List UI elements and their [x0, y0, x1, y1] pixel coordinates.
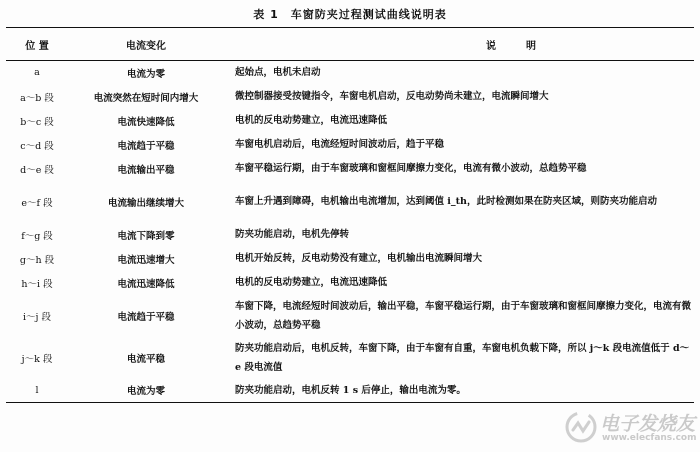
cell-current: 电流下降到零 — [117, 230, 175, 242]
cell-current: 电流平稳 — [126, 353, 165, 365]
cell-description: 电机的反电动势建立，电流迅速降低 — [235, 277, 388, 288]
table-row — [6, 85, 694, 109]
table-row — [6, 223, 694, 247]
cell-description: 防夹功能启动，电机先停转 — [235, 229, 350, 240]
cell-description: 微控制器接受按键指令，车窗电机启动，反电动势尚未建立，电流瞬间增大 — [235, 91, 549, 102]
cell-position: b～c 段 — [20, 116, 54, 128]
cell-description: 电机的反电动势建立，电流迅速降低 — [235, 115, 388, 126]
cell-current: 电流为零 — [126, 68, 165, 80]
cell-description: 起始点，电机未启动 — [235, 67, 321, 79]
cell-description: 车窗平稳运行期，由于车窗玻璃和窗框间摩擦力变化，电流有微小波动，总趋势平稳 — [235, 163, 587, 174]
header-current: 电流变化 — [126, 40, 166, 52]
table-row — [6, 181, 694, 223]
table-row — [6, 133, 694, 157]
cell-current: 电流迅速增大 — [117, 254, 175, 266]
cell-description: 车窗上升遇到障碍，电机输出电流增加，达到阈值 i_th，此时检测如果在防夹区域，则防夹功能启动 — [235, 196, 657, 207]
cell-position: i～j 段 — [22, 311, 51, 323]
cell-position: d～e 段 — [20, 164, 54, 176]
cell-position: a～b 段 — [20, 92, 54, 104]
table-row — [6, 295, 694, 337]
table-row — [6, 157, 694, 181]
header-position: 位 置 — [25, 40, 49, 52]
cell-description: 车窗下降，电流经短时间波动后，输出平稳，车窗平稳运行期，由于车窗玻璃和窗框间摩擦力变化，电流有微小波动，总趋势平稳 — [235, 300, 692, 331]
table-header-row — [6, 28, 694, 61]
cell-description: 防夹功能启动后，电机反转，车窗下降，由于车窗有自重，车窗电机负载下降，所以 j～k 段电流值低于 d～e 段电流值 — [235, 342, 690, 373]
table-row — [6, 337, 694, 379]
table-row — [6, 379, 694, 403]
watermark — [564, 408, 697, 446]
table-title: 表 1 车窗防夹过程测试曲线说明表 — [253, 8, 447, 21]
cell-position: j～k 段 — [21, 353, 53, 365]
table-row — [6, 247, 694, 271]
table-row — [6, 61, 694, 85]
cell-current: 电流输出平稳 — [117, 164, 175, 176]
cell-position: g～h 段 — [19, 254, 55, 266]
header-description: 说 明 — [486, 40, 546, 52]
table-row — [6, 109, 694, 133]
cell-current: 电流趋于平稳 — [117, 311, 175, 323]
watermark-url: www.elecfans.com — [602, 433, 697, 443]
cell-position: c～d 段 — [20, 140, 54, 152]
cell-position: h～i 段 — [21, 278, 53, 290]
cell-current: 电流快速降低 — [117, 116, 175, 128]
cell-current: 电流输出继续增大 — [107, 197, 184, 209]
table-row — [6, 271, 694, 295]
cell-current: 电流为零 — [126, 386, 165, 398]
watermark-text: 电子发烧友 — [600, 413, 696, 435]
cell-current: 电流趋于平稳 — [117, 140, 175, 152]
description-table — [6, 27, 694, 403]
cell-position: l — [35, 384, 39, 396]
cell-current: 电流迅速降低 — [117, 278, 175, 290]
circuit-logo-icon — [564, 410, 598, 444]
cell-description: 防夹功能启动，电机反转 1 s 后停止，输出电流为零。 — [235, 384, 466, 396]
cell-description: 电机开始反转，反电动势没有建立，电机输出电流瞬间增大 — [235, 253, 483, 264]
cell-current: 电流突然在短时间内增大 — [93, 92, 199, 104]
cell-position: a — [34, 67, 40, 79]
cell-position: e～f 段 — [21, 197, 53, 209]
cell-position: f～g 段 — [21, 230, 53, 242]
cell-description: 车窗电机启动后，电流经短时间波动后，趋于平稳 — [235, 139, 445, 150]
